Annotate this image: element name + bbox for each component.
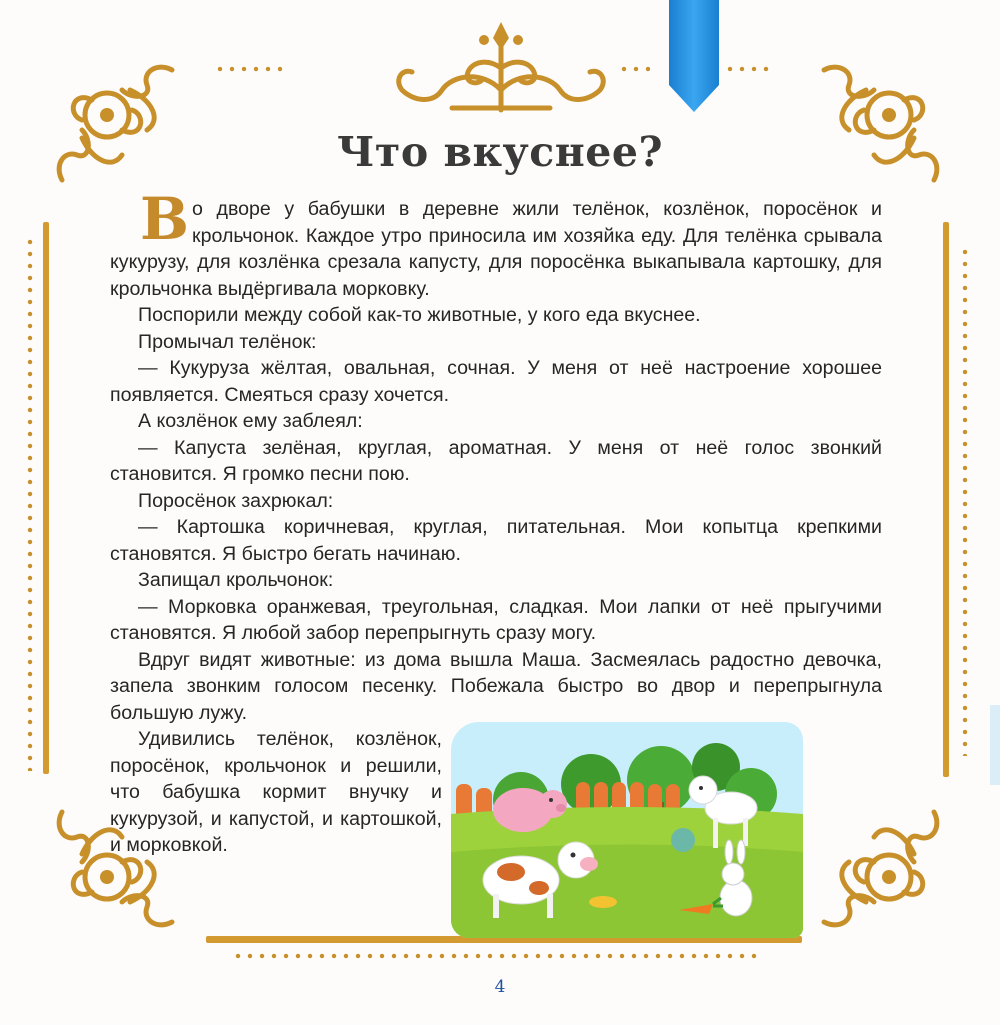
page-edge-tint [990, 705, 1000, 785]
paragraph-11: Вдруг видят животные: из дома вышла Маша. Засмеялась радостно девочка, запела звонким голосом песенку. Побежала быстро во двор и перепрыгнула большую лужу. [110, 648, 882, 724]
paragraph-7: Поросёнок захрюкал: [138, 489, 334, 512]
paragraph-5: А козлёнок ему заблеял: [138, 410, 363, 432]
right-border-dots [962, 246, 968, 756]
top-dots-right [618, 66, 650, 72]
left-border-bar [43, 222, 49, 774]
paragraph-3: Промычал телёнок: [138, 330, 317, 353]
paragraph-4: — Кукуруза жёлтая, овальная, сочная. У меня от неё настроение хорошее появляется. Смеяться сразу хочется. [110, 357, 882, 406]
paragraph-9: Запищал крольчонок: [138, 569, 334, 591]
paragraph-12: Удивились телёнок, козлёнок, поросёнок, крольчонок и решили, что бабушка кормит внучку и кукурузой, и капустой, и картошкой, и морковкой. [110, 728, 442, 856]
page-number: 4 [494, 977, 506, 997]
top-dots-left [214, 66, 288, 72]
bookmark-ribbon [669, 0, 719, 112]
paragraph-8: — Картошка коричневая, круглая, питательная. Мои копытца крепкими становятся. Я быстро бегать начинаю. [110, 516, 882, 565]
right-border-bar [943, 222, 949, 777]
paragraph-10: — Морковка оранжевая, треугольная, сладкая. Мои лапки от неё прыгучими становятся. Я любой забор перепрыгнуть сразу могу. [110, 595, 882, 644]
farm-animals-illustration [451, 722, 803, 938]
bottom-border-dots [232, 953, 760, 959]
paragraph-2: Поспорили между собой как-то животные, у кого еда вкуснее. [138, 304, 701, 326]
top-center-ornament [392, 20, 610, 115]
left-border-dots [27, 236, 33, 771]
drop-cap: В [140, 185, 190, 253]
top-dots-right-2 [724, 66, 774, 72]
page-title: Что вкуснее? [337, 128, 663, 176]
paragraph-6: — Капуста зелёная, круглая, ароматная. У меня от неё голос звонкий становится. Я громко песни пою. [110, 436, 882, 485]
paragraph-1: Во дворе у бабушки в деревне жили телёнок, козлёнок, поросёнок и крольчонок. Каждое утро приносила им хозяйка еду. Для телёнка срывала кукурузу, для козлёнка срезала капусту, для поросёнка выкапывала картошку, для крольчонка выдёргивала морковку. [110, 185, 882, 300]
